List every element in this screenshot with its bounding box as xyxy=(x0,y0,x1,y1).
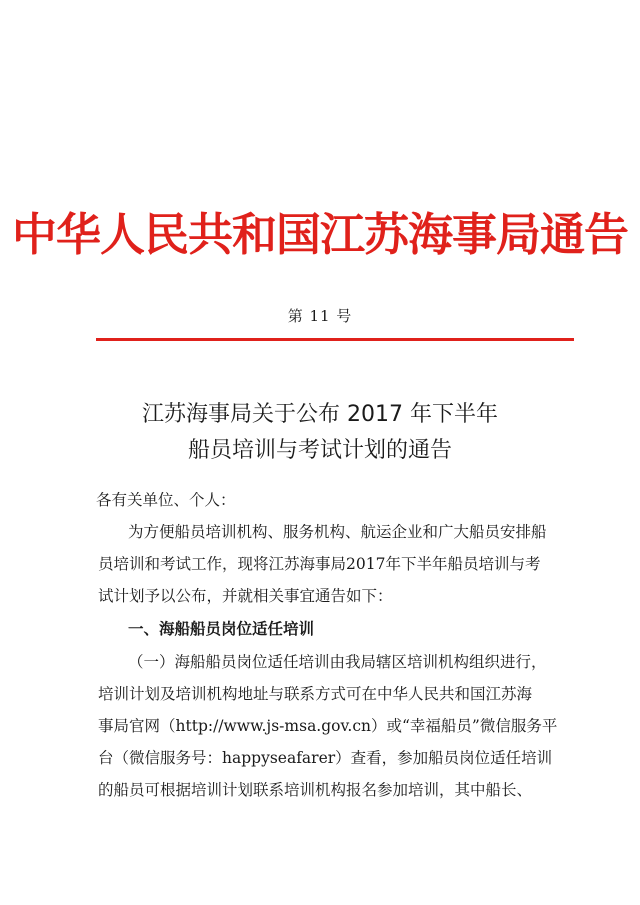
notice-title-line-2: 船员培训与考试计划的通告 xyxy=(187,438,452,463)
section-line-4: 台（微信服务号：happyseafarer）查看，参加船员岗位适任培训 xyxy=(98,749,553,767)
section-line-2: 培训计划及培训机构地址与联系方式可在中华人民共和国江苏海 xyxy=(98,685,533,703)
section-line-5: 的船员可根据培训计划联系培训机构报名参加培训，其中船长、 xyxy=(98,781,533,799)
intro-line-1: 为方便船员培训机构、服务机构、航运企业和广大船员安排船 xyxy=(128,523,547,541)
section-heading: 一、海船船员岗位适任培训 xyxy=(128,620,315,638)
red-divider-line xyxy=(96,338,574,341)
notice-title-line-1: 江苏海事局关于公布 2017 年下半年 xyxy=(142,402,498,427)
salutation: 各有关单位、个人： xyxy=(96,491,236,509)
intro-line-3: 试计划予以公布，并就相关事宜通告如下： xyxy=(98,587,393,605)
section-line-1: （一）海船船员岗位适任培训由我局辖区培训机构组织进行， xyxy=(128,653,547,671)
section-line-3: 事局官网（http://www.js-msa.gov.cn）或“幸福船员”微信服务平 xyxy=(98,717,558,735)
document-number: 第 11 号 xyxy=(287,307,353,325)
intro-line-2: 员培训和考试工作，现将江苏海事局2017年下半年船员培训与考 xyxy=(98,555,541,573)
masthead-title: 中华人民共和国江苏海事局通告 xyxy=(11,208,628,261)
